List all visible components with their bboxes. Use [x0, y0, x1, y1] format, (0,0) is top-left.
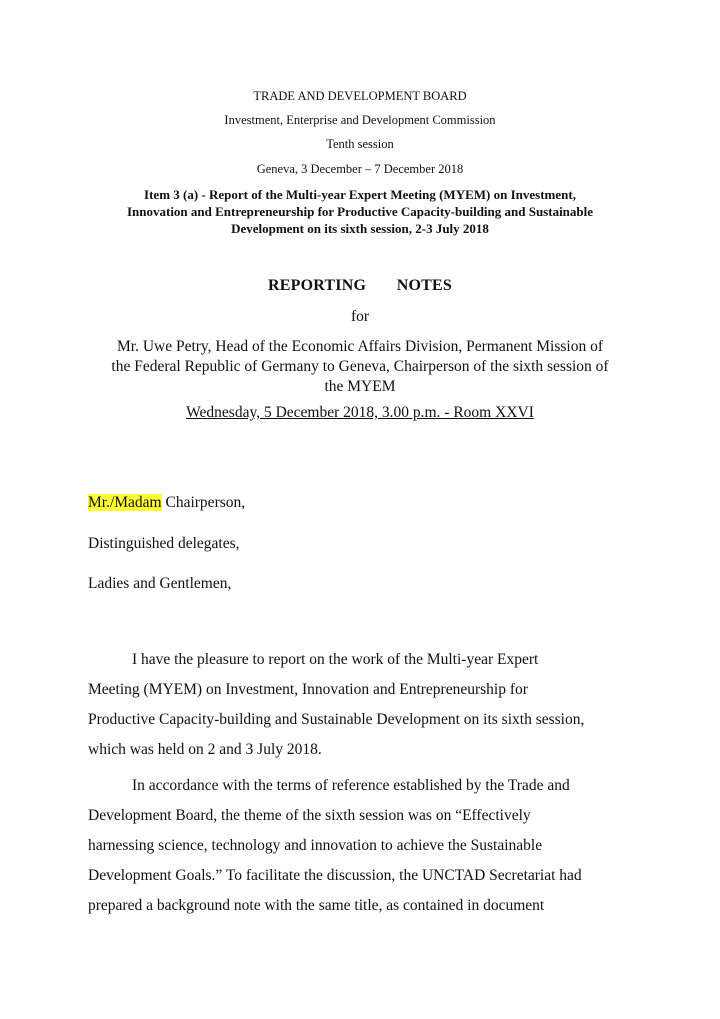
agenda-item-line: Development on its sixth session, 2-3 July 2018: [231, 221, 489, 236]
paragraph-line: prepared a background note with the same title, as contained in document: [88, 897, 545, 914]
date-room-text: Wednesday, 5 December 2018, 3.00 p.m. - Room XXVI: [186, 404, 534, 421]
agenda-item-line: Item 3 (a) - Report of the Multi-year Expert Meeting (MYEM) on Investment,: [144, 187, 576, 202]
board-title: TRADE AND DEVELOPMENT BOARD: [253, 89, 467, 103]
paragraph-1: [88, 645, 648, 765]
salutation-chair: [88, 494, 245, 512]
chair-line: Mr. Uwe Petry, Head of the Economic Affairs Division, Permanent Mission of: [116, 338, 604, 355]
paragraph-2: [88, 771, 648, 921]
session-dates: Geneva, 3 December – 7 December 2018: [256, 162, 464, 176]
paragraph-line: In accordance with the terms of reference established by the Trade and: [132, 777, 570, 794]
salutation-rest: Chairperson,: [161, 494, 246, 511]
salutation-ladies: Ladies and Gentlemen,: [88, 575, 232, 592]
chair-line: the Federal Republic of Germany to Geneva, Chairperson of the sixth session of: [111, 358, 609, 375]
reporting-notes-title: REPORTING NOTES: [268, 277, 452, 294]
agenda-item-line: Innovation and Entrepreneurship for Productive Capacity-building and Sustainable: [126, 204, 594, 219]
paragraph-line: Development Board, the theme of the sixth session was on “Effectively: [88, 807, 531, 824]
agenda-item: [80, 186, 640, 237]
paragraph-line: which was held on 2 and 3 July 2018.: [88, 741, 322, 758]
date-room-line: [0, 404, 720, 422]
salutation-delegates: Distinguished delegates,: [88, 535, 240, 552]
paragraph-line: I have the pleasure to report on the work of the Multi-year Expert: [132, 651, 539, 668]
paragraph-line: Meeting (MYEM) on Investment, Innovation and Entrepreneurship for: [88, 681, 528, 698]
commission-name: Investment, Enterprise and Development Commission: [224, 113, 496, 127]
for-label: for: [350, 308, 370, 325]
chair-line: the MYEM: [324, 378, 396, 395]
paragraph-line: harnessing science, technology and innovation to achieve the Sustainable: [88, 837, 543, 854]
highlighted-address: Mr./Madam: [88, 494, 162, 511]
paragraph-line: Productive Capacity-building and Sustainable Development on its sixth session,: [88, 711, 585, 728]
chairperson-description: [60, 337, 660, 397]
paragraph-line: Development Goals.” To facilitate the discussion, the UNCTAD Secretariat had: [88, 867, 582, 884]
session-name: Tenth session: [326, 137, 394, 151]
